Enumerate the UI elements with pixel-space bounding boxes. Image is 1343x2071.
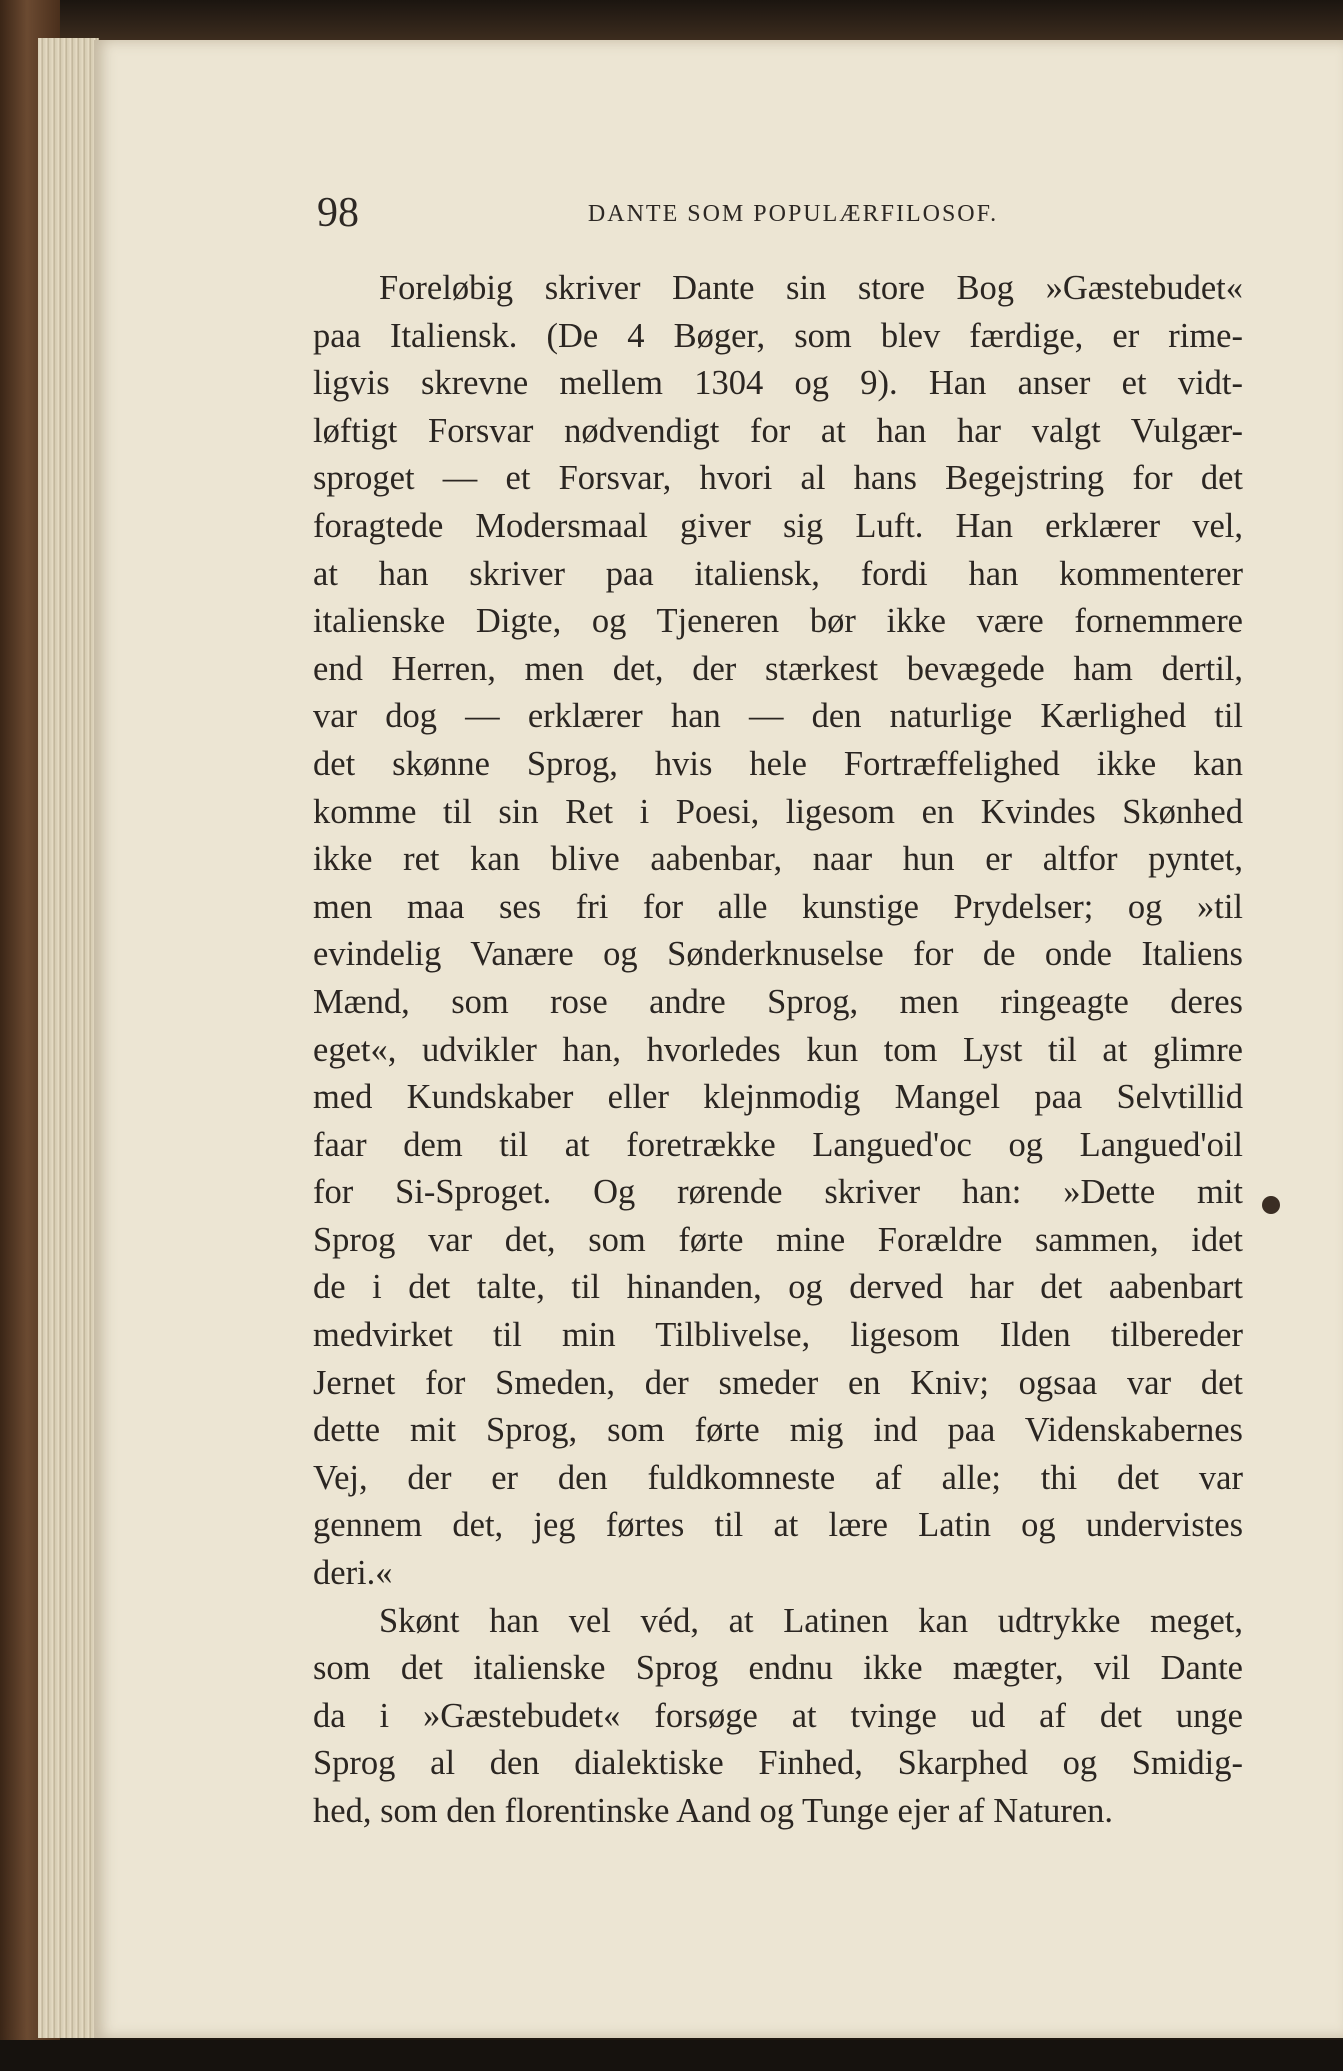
text-line: deri.«	[313, 1554, 393, 1593]
text-line: Skønt han vel véd, at Latinen kan udtrykke meget,	[379, 1601, 1243, 1640]
text-line: Jernet for Smeden, der smeder en Kniv; ogsaa var det	[313, 1363, 1243, 1402]
page-edges	[38, 38, 99, 2038]
text-line: sproget — et Forsvar, hvori al hans Begejstring for det	[313, 459, 1243, 498]
ink-spot-mark	[1262, 1196, 1280, 1214]
page-header	[317, 188, 1247, 238]
text-line: gennem det, jeg førtes til at lære Latin og undervistes	[313, 1506, 1243, 1545]
text-line: evindelig Vanære og Sønderknuselse for de onde Italiens	[313, 935, 1243, 974]
text-line: Sprog al den dialektiske Finhed, Skarphed og Smidig-	[313, 1744, 1243, 1783]
running-title: DANTE SOM POPULÆRFILOSOF.	[587, 201, 999, 227]
text-line: hed, som den florentinske Aand og Tunge ejer af Naturen.	[313, 1792, 1114, 1830]
text-line: løftigt Forsvar nødvendigt for at han har valgt Vulgær-	[313, 411, 1243, 450]
text-line: med Kundskaber eller klejnmodig Mangel paa Selvtillid	[313, 1078, 1243, 1117]
text-line: som det italienske Sprog endnu ikke mægter, vil Dante	[313, 1649, 1243, 1688]
paragraph-1	[313, 265, 1243, 1598]
text-line: foragtede Modersmaal giver sig Luft. Han erklærer vel,	[313, 506, 1243, 545]
page-number: 98	[317, 190, 359, 236]
text-line: eget«, udvikler han, hvorledes kun tom Lyst til at glimre	[313, 1030, 1243, 1069]
text-line: da i »Gæstebudet« forsøge at tvinge ud af det unge	[313, 1696, 1243, 1735]
text-line: italienske Digte, og Tjeneren bør ikke være fornemmere	[313, 602, 1243, 641]
text-line: Foreløbig skriver Dante sin store Bog »Gæstebudet«	[379, 269, 1243, 307]
text-line: Sprog var det, som førte mine Forældre sammen, idet	[313, 1220, 1243, 1259]
text-line: Vej, der er den fuldkomneste af alle; thi det var	[313, 1458, 1243, 1497]
text-line: ikke ret kan blive aabenbar, naar hun er altfor pyntet,	[313, 840, 1243, 879]
text-line: at han skriver paa italiensk, fordi han kommenterer	[313, 554, 1243, 593]
text-line: Mænd, som rose andre Sprog, men ringeagte deres	[313, 982, 1243, 1021]
book-cover-top	[0, 0, 1343, 40]
book-cover-bottom	[0, 2040, 1343, 2071]
text-line: ligvis skrevne mellem 1304 og 9). Han anser et vidt-	[313, 364, 1243, 403]
text-line: paa Italiensk. (De 4 Bøger, som blev færdige, er rime-	[313, 316, 1243, 355]
text-line: de i det talte, til hinanden, og derved har det aabenbart	[313, 1268, 1243, 1307]
text-line: dette mit Sprog, som førte mig ind paa Videnskabernes	[313, 1411, 1243, 1450]
paragraph-2	[313, 1598, 1243, 1836]
text-line: komme til sin Ret i Poesi, ligesom en Kvindes Skønhed	[313, 792, 1243, 831]
text-line: faar dem til at foretrække Langued'oc og Langued'oil	[313, 1125, 1243, 1164]
text-line: medvirket til min Tilblivelse, ligesom Ilden tilbereder	[313, 1316, 1243, 1355]
text-line: for Si-Sproget. Og rørende skriver han: »Dette mit	[313, 1173, 1243, 1212]
text-line: men maa ses fri for alle kunstige Prydelser; og »til	[313, 887, 1243, 926]
text-line: det skønne Sprog, hvis hele Fortræffelighed ikke kan	[313, 744, 1243, 783]
body-text	[313, 265, 1243, 1836]
text-line: end Herren, men det, der stærkest bevægede ham dertil,	[313, 649, 1243, 688]
text-line: var dog — erklærer han — den naturlige Kærlighed til	[313, 697, 1243, 736]
